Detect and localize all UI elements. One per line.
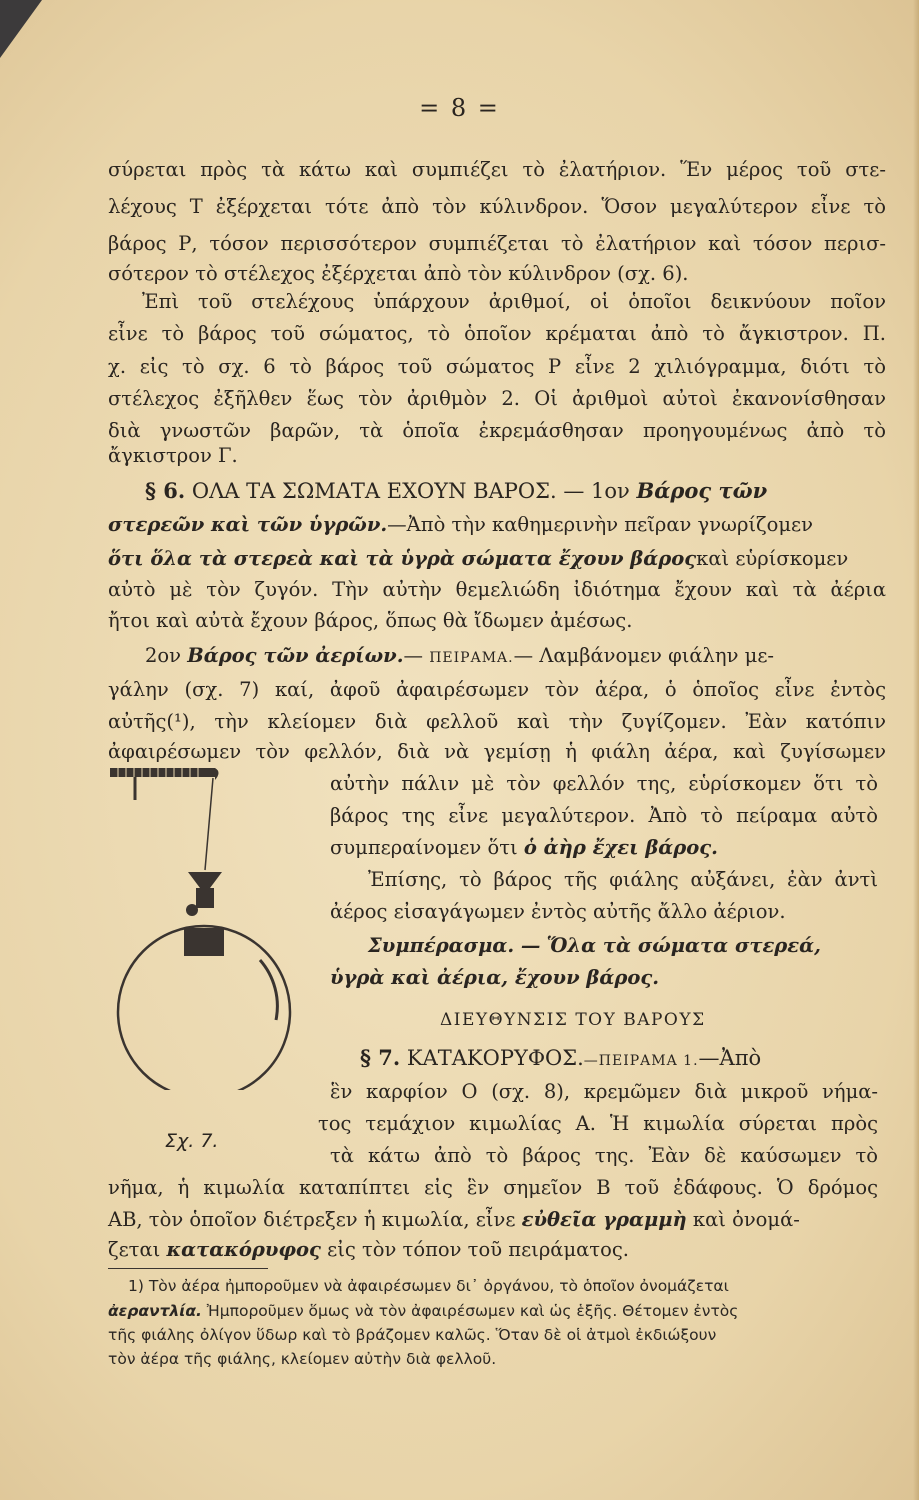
flask-figure: [100, 760, 300, 1090]
text-line: ἄγκιστρον Γ.: [108, 444, 238, 467]
text-line: διὰ γνωστῶν βαρῶν, τὰ ὁποῖα ἐκρεμάσθησαν προηγουμένως ἀπὸ τὸ: [108, 419, 886, 442]
text-span: —Ἀπὸ: [698, 1046, 762, 1070]
bold-term: εὐθεῖα γραμμὴ: [521, 1208, 687, 1231]
text-line: Ἐπίσης, τὸ βάρος τῆς φιάλης αὐξάνει, ἐὰν ἀντὶ: [368, 868, 878, 891]
text-line: αὐτὸ μὲ τὸν ζυγόν. Τὴν αὐτὴν θεμελιώδη ἰδιότημα ἔχουν καὶ τὰ ἀέρια: [108, 578, 886, 601]
stopcock-valve: [196, 888, 214, 908]
text-line: γάλην (σχ. 7) καί, ἀφοῦ ἀφαιρέσωμεν τὸν ἀέρα, ὁ ὁποῖος εἶνε ἐντὸς: [108, 678, 886, 701]
text-line: σύρεται πρὸς τὰ κάτω καὶ συμπιέζει τὸ ἐλατήριον. Ἕν μέρος τοῦ στε-: [108, 158, 886, 181]
bold-statement: ὑγρὰ καὶ ἀέρια, ἔχουν βάρος.: [330, 966, 659, 989]
text-span: Ἠμποροῦμεν ὅμως νὰ τὸν ἀφαιρέσωμεν καὶ ὡς ἑξῆς. Θέτομεν ἐντὸς: [206, 1302, 739, 1320]
string: [205, 778, 213, 870]
experiment-label: ΠΕΙΡΑΜΑ.: [429, 650, 514, 666]
section-6-heading: [145, 478, 767, 503]
figure-caption: Σχ. 7.: [165, 1130, 219, 1152]
footnote-line: 1) Τὸν ἀέρα ἠμποροῦμεν νὰ ἀφαιρέσωμεν δι᾽ ὀργάνου, τὸ ὁποῖον ὀνομάζεται: [128, 1277, 729, 1295]
text-line: τος τεμάχιον κιμωλίας Α. Ἡ κιμωλία σύρεται πρὸς: [318, 1112, 878, 1135]
footnote-term: ἀεραντλία.: [108, 1302, 202, 1320]
text-line: [108, 549, 848, 569]
text-line: βάρος Ρ, τόσον περισσότερον συμπιέζεται τὸ ἐλατήριον καὶ τόσον περισ-: [108, 232, 886, 255]
flask-highlight: [260, 960, 277, 1020]
footnote-line: τὸν ἀέρα τῆς φιάλης, κλείομεν αὐτὴν διὰ φελλοῦ.: [108, 1350, 497, 1368]
bold-statement: Ὅλα τὰ σώματα στερεά,: [546, 934, 821, 957]
text-line: βάρος της εἶνε μεγαλύτερον. Ἀπὸ τὸ πείραμα αὐτὸ: [330, 804, 878, 827]
section-title: ΚΑΤΑΚΟΡΥΦΟΣ.: [406, 1046, 584, 1070]
text-span: καὶ εὑρίσκομεν: [696, 547, 849, 570]
summary-label: Συμπέρασμα. —: [368, 934, 541, 957]
text-span: — Λαμβάνομεν φιάλην με-: [513, 644, 775, 667]
text-span: εἰς τὸν τόπον τοῦ πειράματος.: [327, 1238, 629, 1261]
subsection-number: 2ον: [145, 644, 182, 667]
text-line: νῆμα, ἡ κιμωλία καταπίπτει εἰς ἓν σημεῖον Β τοῦ ἐδάφους. Ὁ δρόμος: [108, 1176, 878, 1199]
section-mark: § 7.: [360, 1045, 401, 1070]
text-span: ΑΒ, τὸν ὁποῖον διέτρεξεν ἡ κιμωλία, εἶνε: [108, 1208, 516, 1231]
bold-statement: ὅτι ὅλα τὰ στερεὰ καὶ τὰ ὑγρὰ σώματα ἔχουν βάρος: [108, 547, 697, 570]
subsection-title: Βάρος τῶν ἀερίων.: [187, 644, 404, 667]
stopcock-funnel: [188, 872, 222, 888]
section-mark: § 6.: [145, 478, 186, 503]
text-span: —: [403, 644, 423, 667]
text-line: αὐτὴν πάλιν μὲ τὸν φελλόν της, εὑρίσκομεν ὅτι τὸ: [330, 772, 878, 795]
text-line: σότερον τὸ στέλεχος ἐξέρχεται ἀπὸ τὸν κύλινδρον (σχ. 6).: [108, 262, 689, 285]
footnote-rule: [108, 1268, 268, 1269]
text-line: Ἐπὶ τοῦ στελέχους ὑπάρχουν ἀριθμοί, οἱ ὁποῖοι δεικνύουν ποῖον: [142, 290, 886, 313]
arm-hook: [215, 768, 219, 780]
text-line: στέλεχος ἐξῆλθεν ἕως τὸν ἀριθμὸν 2. Οἱ ἀριθμοὶ αὐτοὶ ἐκανονίσθησαν: [108, 387, 886, 410]
bold-term: κατακόρυφος: [166, 1238, 321, 1261]
text-line: [108, 1240, 629, 1260]
text-line: αὐτῆς(¹), τὴν κλείομεν διὰ φελλοῦ καὶ τὴν ζυγίζομεν. Ἐὰν κατόπιν: [108, 710, 886, 733]
bold-statement: ὁ ἀὴρ ἔχει βάρος.: [523, 836, 718, 859]
section-7-heading: [360, 1045, 761, 1070]
torn-corner: [0, 0, 42, 58]
subsection-title-cont: στερεῶν καὶ τῶν ὑγρῶν.: [108, 513, 388, 536]
text-line: [330, 968, 659, 988]
subsection-title: Βάρος τῶν: [636, 478, 768, 503]
text-line: [145, 646, 774, 666]
flask-neck-cork: [184, 928, 224, 956]
text-line: χ. εἰς τὸ σχ. 6 τὸ βάρος τοῦ σώματος Ρ εἶνε 2 χιλιόγραμμα, διότι τὸ: [108, 355, 886, 378]
experiment-label: —ΠΕΙΡΑΜΑ 1.: [583, 1053, 699, 1069]
text-span: συμπεραίνομεν ὅτι: [330, 836, 518, 859]
footnote-line: [108, 1302, 738, 1320]
text-line: ἀέρος εἰσαγάγωμεν ἐντὸς αὐτῆς ἄλλο ἀέριον.: [330, 900, 786, 923]
text-span: ζεται: [108, 1238, 161, 1261]
text-line: εἶνε τὸ βάρος τοῦ σώματος, τὸ ὁποῖον κρέμαται ἀπὸ τὸ ἄγκιστρον. Π.: [108, 322, 886, 345]
text-line: [108, 1210, 800, 1230]
text-line: [108, 515, 813, 535]
direction-heading: ΔΙΕΥΘΥΝΣΙΣ ΤΟΥ ΒΑΡΟΥΣ: [440, 1010, 706, 1030]
text-line: ἓν καρφίον Ο (σχ. 8), κρεμῶμεν διὰ μικροῦ νήμα-: [330, 1080, 878, 1103]
text-span: —Ἀπὸ τὴν καθημερινὴν πεῖραν γνωρίζομεν: [387, 513, 813, 536]
text-line: [368, 936, 821, 956]
text-line: [330, 838, 718, 858]
text-line: ἤτοι καὶ αὐτὰ ἔχουν βάρος, ὅπως θὰ ἴδωμεν ἀμέσως.: [108, 609, 633, 632]
page-number: = 8 =: [419, 94, 500, 122]
text-span: καὶ ὀνομά-: [692, 1208, 800, 1231]
valve-handle: [186, 904, 198, 916]
text-line: λέχους Τ ἐξέρχεται τότε ἀπὸ τὸν κύλινδρον. Ὅσον μεγαλύτερον εἶνε τὸ: [108, 195, 886, 218]
subsection-number: — 1ον: [563, 479, 630, 503]
page-edge: [913, 0, 919, 1500]
text-line: ἀφαιρέσωμεν τὸν φελλόν, διὰ νὰ γεμίσῃ ἡ φιάλη ἀέρα, καὶ ζυγίσωμεν: [108, 740, 886, 763]
footnote-line: τῆς φιάλης ὀλίγον ὕδωρ καὶ τὸ βράζομεν καλῶς. Ὅταν δὲ οἱ ἀτμοὶ ἐκδιώξουν: [108, 1326, 717, 1344]
text-line: τὰ κάτω ἀπὸ τὸ βάρος της. Ἐὰν δὲ καύσωμεν τὸ: [330, 1144, 878, 1167]
section-title: ΟΛΑ ΤΑ ΣΩΜΑΤΑ ΕΧΟΥΝ ΒΑΡΟΣ.: [191, 479, 557, 503]
